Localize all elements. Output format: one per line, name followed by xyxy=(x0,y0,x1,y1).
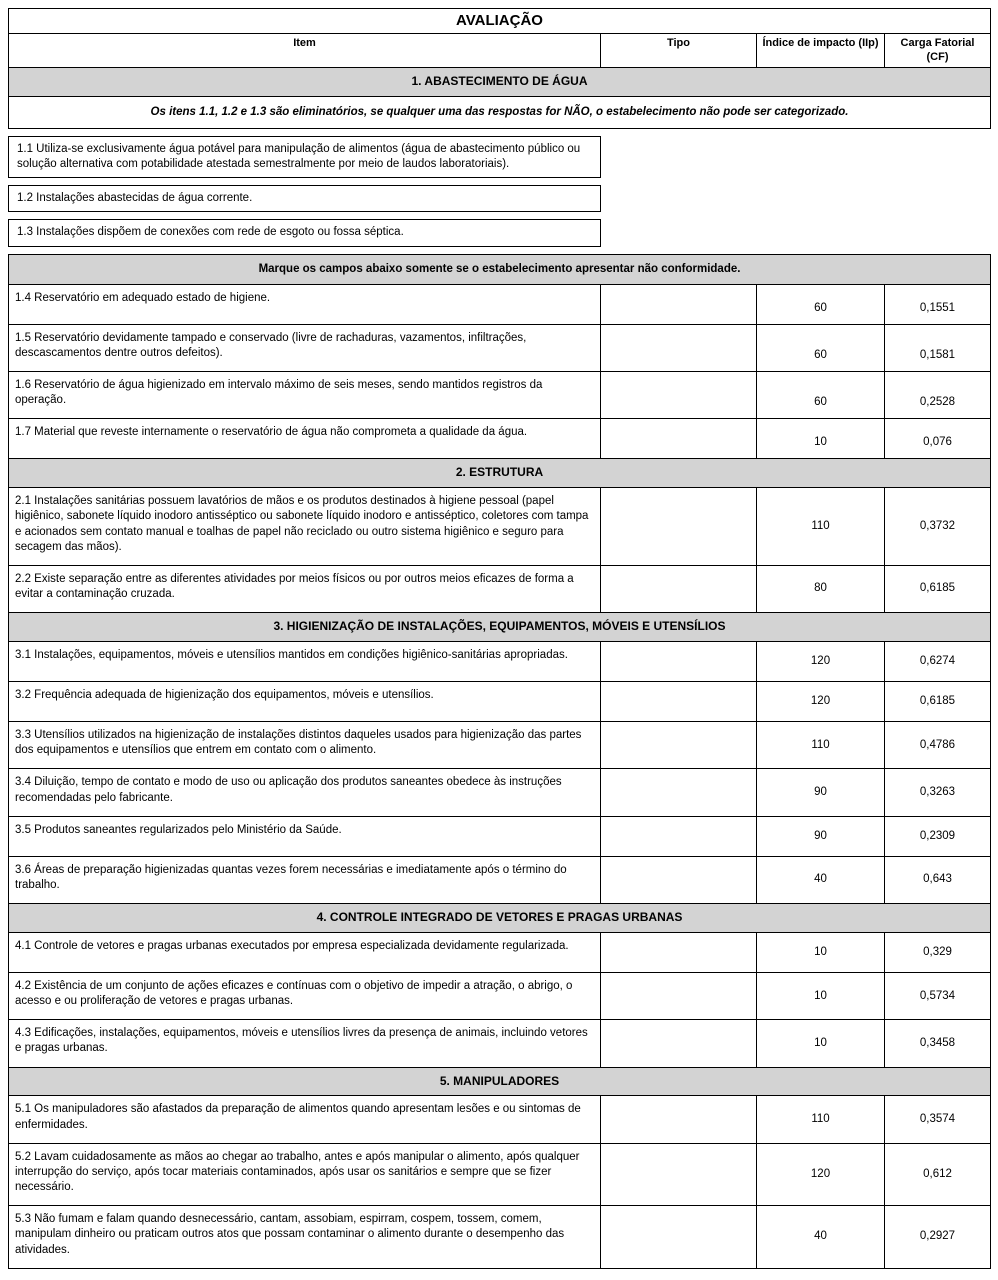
cf-value-cell: 0,2309 xyxy=(885,816,991,856)
empty-iip-area xyxy=(757,136,885,177)
empty-iip-area xyxy=(757,220,885,246)
section-header-label: 2. ESTRUTURA xyxy=(9,459,991,488)
nonconformity-notice-row xyxy=(9,254,991,284)
table-row xyxy=(9,769,991,816)
tipo-cell xyxy=(601,488,757,566)
col-header-tipo: Tipo xyxy=(601,33,757,67)
empty-cf-area xyxy=(885,220,991,246)
eliminatory-note-row xyxy=(9,96,991,128)
eliminatory-note-text: Os itens 1.1, 1.2 e 1.3 são eliminatórios, se qualquer uma das respostas for NÃO, o estabelecimento não pode ser categorizado. xyxy=(9,96,991,128)
table-row xyxy=(9,816,991,856)
nonconformity-notice-text: Marque os campos abaixo somente se o estabelecimento apresentar não conformidade. xyxy=(9,254,991,284)
iip-value-cell: 10 xyxy=(757,1020,885,1067)
item-text-cell: 4.1 Controle de vetores e pragas urbanas executados por empresa especializada devidamente regularizada. xyxy=(9,932,601,972)
tipo-cell xyxy=(601,682,757,722)
gap-cell xyxy=(885,178,991,186)
eliminatory-item-row xyxy=(9,186,991,212)
item-text-cell: 3.6 Áreas de preparação higienizadas quantas vezes forem necessárias e imediatamente após o término do trabalho. xyxy=(9,856,601,903)
iip-value-cell: 110 xyxy=(757,488,885,566)
cf-value-cell: 0,4786 xyxy=(885,722,991,769)
tipo-cell xyxy=(601,324,757,371)
tipo-cell xyxy=(601,1096,757,1143)
tipo-cell xyxy=(601,372,757,419)
tipo-cell xyxy=(601,1206,757,1269)
column-header-row xyxy=(9,33,991,67)
tipo-cell xyxy=(601,722,757,769)
cf-value-cell: 0,1551 xyxy=(885,284,991,324)
item-text-cell: 4.2 Existência de um conjunto de ações eficazes e contínuas com o objetivo de impedir a atração, o abrigo, o acesso e ou proliferação de vetores e pragas urbanas. xyxy=(9,972,601,1019)
gap-cell xyxy=(757,128,885,136)
row-gap xyxy=(9,128,991,136)
iip-value-cell: 10 xyxy=(757,932,885,972)
cf-value-cell: 0,6274 xyxy=(885,642,991,682)
cf-value-cell: 0,1581 xyxy=(885,324,991,371)
row-gap xyxy=(9,212,991,220)
item-text-cell: 4.3 Edificações, instalações, equipamentos, móveis e utensílios livres da presença de animais, incluindo vetores e pragas urbanas. xyxy=(9,1020,601,1067)
table-row xyxy=(9,284,991,324)
iip-value-cell: 110 xyxy=(757,1096,885,1143)
tipo-cell xyxy=(601,816,757,856)
iip-value-cell: 60 xyxy=(757,372,885,419)
cf-value-cell: 0,6185 xyxy=(885,565,991,612)
cf-value-cell: 0,329 xyxy=(885,932,991,972)
section-header-label: 5. MANIPULADORES xyxy=(9,1067,991,1096)
empty-iip-area xyxy=(757,186,885,212)
iip-value-cell: 40 xyxy=(757,856,885,903)
item-text-cell: 3.3 Utensílios utilizados na higienização de instalações distintos daqueles usados para higienização das partes dos equipamentos e utensílios que entrem em contato com o alimento. xyxy=(9,722,601,769)
gap-cell xyxy=(9,128,601,136)
cf-value-cell: 0,612 xyxy=(885,1143,991,1206)
gap-cell xyxy=(757,246,885,254)
cf-value-cell: 0,3458 xyxy=(885,1020,991,1067)
gap-cell xyxy=(885,128,991,136)
gap-cell xyxy=(9,178,601,186)
gap-cell xyxy=(601,178,757,186)
col-header-cf: Carga Fatorial (CF) xyxy=(885,33,991,67)
cf-value-cell: 0,2528 xyxy=(885,372,991,419)
item-text-cell: 3.2 Frequência adequada de higienização dos equipamentos, móveis e utensílios. xyxy=(9,682,601,722)
cf-value-cell: 0,2927 xyxy=(885,1206,991,1269)
item-text-cell: 2.2 Existe separação entre as diferentes atividades por meios físicos ou por outros meios eficazes de forma a evitar a contaminação cruzada. xyxy=(9,565,601,612)
iip-value-cell: 40 xyxy=(757,1206,885,1269)
row-gap xyxy=(9,178,991,186)
empty-cf-area xyxy=(885,186,991,212)
item-text-cell: 3.1 Instalações, equipamentos, móveis e utensílios mantidos em condições higiênico-sanitárias apropriadas. xyxy=(9,642,601,682)
eliminatory-item-row xyxy=(9,220,991,246)
table-row xyxy=(9,722,991,769)
table-title-row xyxy=(9,9,991,34)
gap-cell xyxy=(885,246,991,254)
tipo-cell xyxy=(601,1020,757,1067)
empty-tipo-area xyxy=(601,136,757,177)
col-header-iip: Índice de impacto (IIp) xyxy=(757,33,885,67)
item-text-cell: 1.4 Reservatório em adequado estado de higiene. xyxy=(9,284,601,324)
tipo-cell xyxy=(601,284,757,324)
table-row xyxy=(9,372,991,419)
cf-value-cell: 0,3574 xyxy=(885,1096,991,1143)
cf-value-cell: 0,6185 xyxy=(885,682,991,722)
section-header-label: 4. CONTROLE INTEGRADO DE VETORES E PRAGAS URBANAS xyxy=(9,904,991,933)
cf-value-cell: 0,076 xyxy=(885,419,991,459)
tipo-cell xyxy=(601,932,757,972)
iip-value-cell: 10 xyxy=(757,419,885,459)
item-text-cell: 1.5 Reservatório devidamente tampado e conservado (livre de rachaduras, vazamentos, infiltrações, descascamentos dentre outros defeitos). xyxy=(9,324,601,371)
iip-value-cell: 80 xyxy=(757,565,885,612)
table-row xyxy=(9,682,991,722)
table-row xyxy=(9,1206,991,1269)
gap-cell xyxy=(757,178,885,186)
gap-cell xyxy=(757,212,885,220)
table-row xyxy=(9,972,991,1019)
col-header-item: Item xyxy=(9,33,601,67)
iip-value-cell: 120 xyxy=(757,642,885,682)
table-row xyxy=(9,419,991,459)
tipo-cell xyxy=(601,856,757,903)
empty-tipo-area xyxy=(601,220,757,246)
item-text-cell: 1.7 Material que reveste internamente o reservatório de água não comprometa a qualidade da água. xyxy=(9,419,601,459)
section-header-label: 1. ABASTECIMENTO DE ÁGUA xyxy=(9,67,991,96)
cf-value-cell: 0,3263 xyxy=(885,769,991,816)
item-text-cell: 1.1 Utiliza-se exclusivamente água potável para manipulação de alimentos (água de abastecimento público ou solução alternativa com potabilidade atestada semestralmente por meio de laudos laboratoriais). xyxy=(9,136,601,177)
section-header-row xyxy=(9,459,991,488)
iip-value-cell: 110 xyxy=(757,722,885,769)
item-text-cell: 3.5 Produtos saneantes regularizados pelo Ministério da Saúde. xyxy=(9,816,601,856)
item-text-cell: 2.1 Instalações sanitárias possuem lavatórios de mãos e os produtos destinados à higiene pessoal (papel higiênico, sabonete líquido inodoro antisséptico ou sabonete líquido inodoro e antisséptico, coletores com tampa e acionados sem contato manual e toalhas de papel não reciclado ou outro sistema higiênico e seguro para secagem das mãos). xyxy=(9,488,601,566)
tipo-cell xyxy=(601,769,757,816)
gap-cell xyxy=(601,212,757,220)
empty-cf-area xyxy=(885,136,991,177)
tipo-cell xyxy=(601,1143,757,1206)
tipo-cell xyxy=(601,642,757,682)
item-text-cell: 5.1 Os manipuladores são afastados da preparação de alimentos quando apresentam lesões e ou sintomas de enfermidades. xyxy=(9,1096,601,1143)
table-row xyxy=(9,1096,991,1143)
iip-value-cell: 120 xyxy=(757,682,885,722)
table-row xyxy=(9,932,991,972)
cf-value-cell: 0,3732 xyxy=(885,488,991,566)
item-text-cell: 3.4 Diluição, tempo de contato e modo de uso ou aplicação dos produtos saneantes obedece às instruções recomendadas pelo fabricante. xyxy=(9,769,601,816)
table-row xyxy=(9,856,991,903)
section-header-row xyxy=(9,904,991,933)
page-title: AVALIAÇÃO xyxy=(9,9,991,34)
row-gap xyxy=(9,246,991,254)
evaluation-table xyxy=(8,8,991,1269)
iip-value-cell: 60 xyxy=(757,284,885,324)
item-text-cell: 5.2 Lavam cuidadosamente as mãos ao chegar ao trabalho, antes e após manipular o alimento, após qualquer interrupção do serviço, após tocar materiais contaminados, após usar os sanitários e sempre que se fizer necessário. xyxy=(9,1143,601,1206)
empty-tipo-area xyxy=(601,186,757,212)
item-text-cell: 1.6 Reservatório de água higienizado em intervalo máximo de seis meses, sendo mantidos registros da operação. xyxy=(9,372,601,419)
gap-cell xyxy=(601,246,757,254)
table-row xyxy=(9,1143,991,1206)
section-header-row xyxy=(9,613,991,642)
iip-value-cell: 60 xyxy=(757,324,885,371)
iip-value-cell: 10 xyxy=(757,972,885,1019)
gap-cell xyxy=(9,212,601,220)
table-row xyxy=(9,324,991,371)
iip-value-cell: 120 xyxy=(757,1143,885,1206)
section-header-label: 3. HIGIENIZAÇÃO DE INSTALAÇÕES, EQUIPAMENTOS, MÓVEIS E UTENSÍLIOS xyxy=(9,613,991,642)
item-text-cell: 1.2 Instalações abastecidas de água corrente. xyxy=(9,186,601,212)
tipo-cell xyxy=(601,419,757,459)
section-header-row xyxy=(9,1067,991,1096)
item-text-cell: 5.3 Não fumam e falam quando desnecessário, cantam, assobiam, espirram, cospem, tossem, comem, manipulam dinheiro ou praticam outros atos que possam contaminar o alimento durante o desempenho das atividades. xyxy=(9,1206,601,1269)
table-row xyxy=(9,642,991,682)
section-header-row xyxy=(9,67,991,96)
gap-cell xyxy=(9,246,601,254)
gap-cell xyxy=(601,128,757,136)
cf-value-cell: 0,5734 xyxy=(885,972,991,1019)
tipo-cell xyxy=(601,972,757,1019)
tipo-cell xyxy=(601,565,757,612)
iip-value-cell: 90 xyxy=(757,816,885,856)
gap-cell xyxy=(885,212,991,220)
table-row xyxy=(9,488,991,566)
eliminatory-item-row xyxy=(9,136,991,177)
iip-value-cell: 90 xyxy=(757,769,885,816)
cf-value-cell: 0,643 xyxy=(885,856,991,903)
table-row xyxy=(9,565,991,612)
item-text-cell: 1.3 Instalações dispõem de conexões com rede de esgoto ou fossa séptica. xyxy=(9,220,601,246)
table-row xyxy=(9,1020,991,1067)
